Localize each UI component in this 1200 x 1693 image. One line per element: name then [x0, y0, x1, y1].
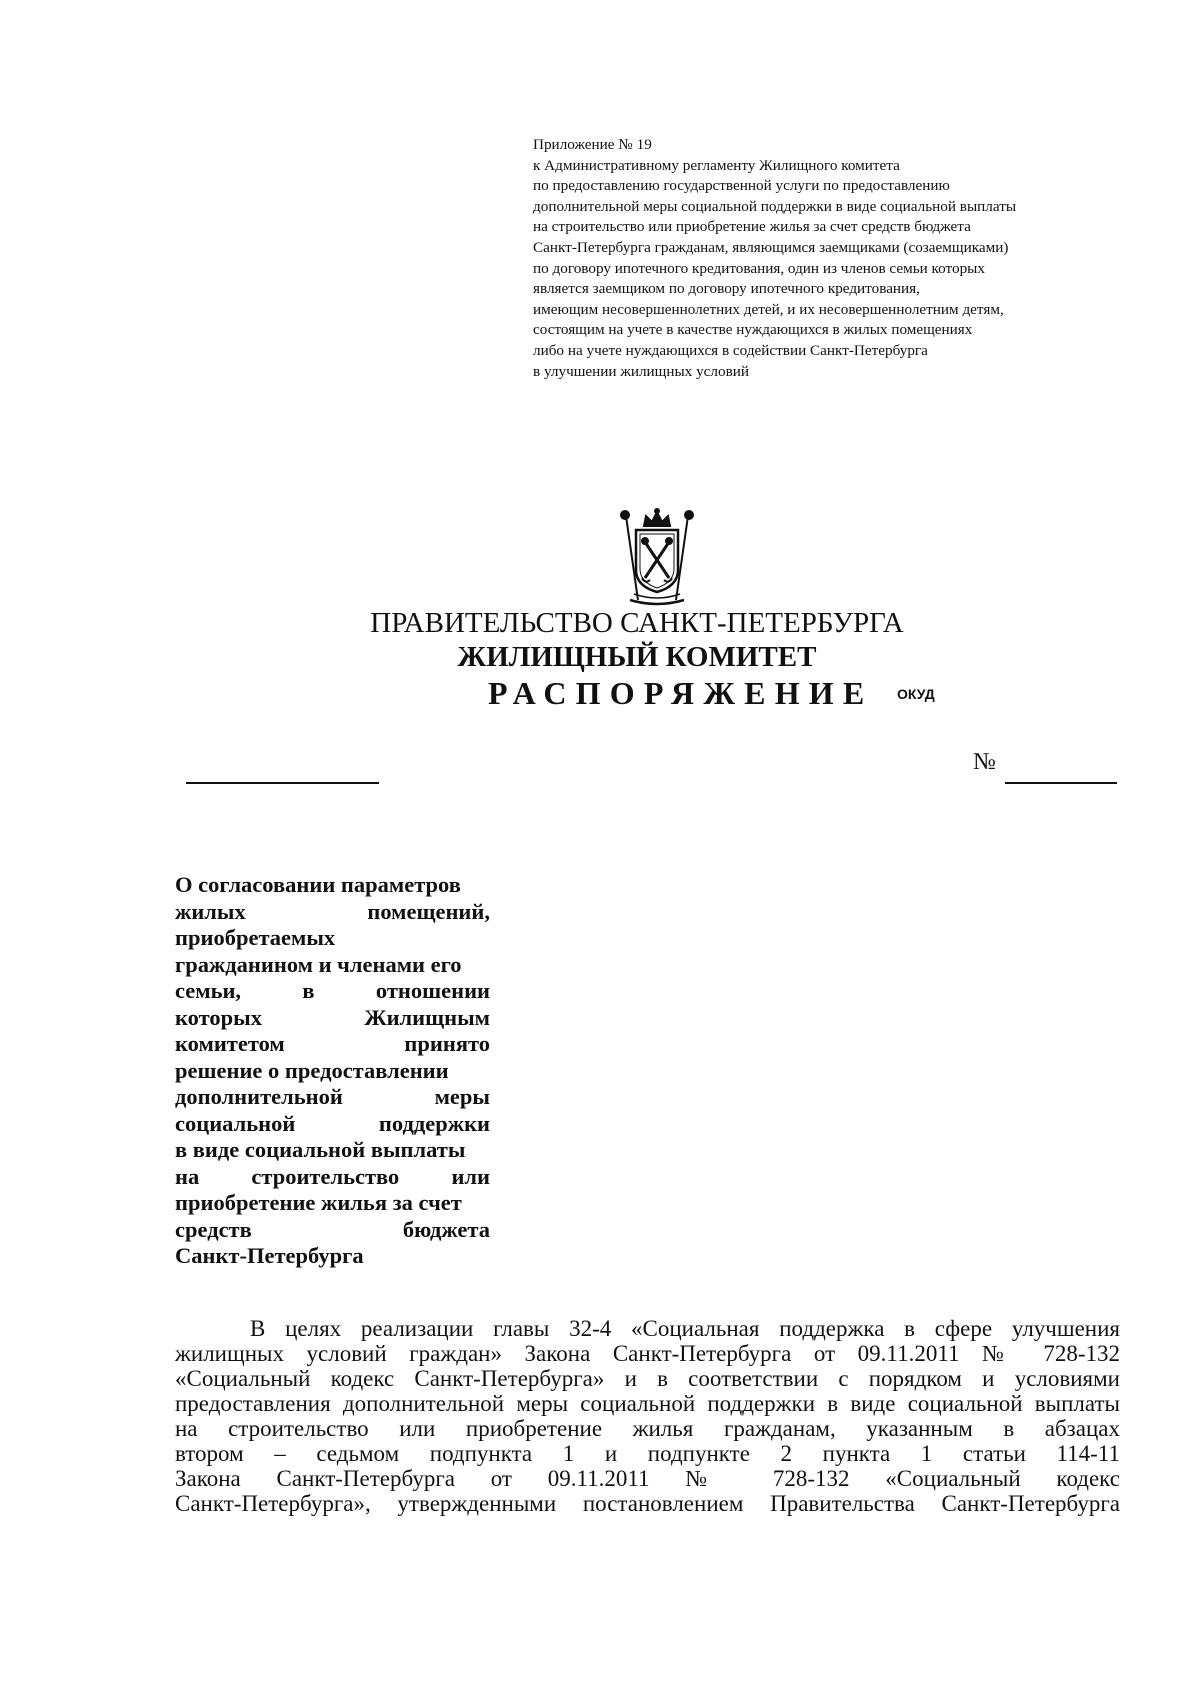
body-line: В целях реализации главы 32-4 «Социальная поддержка в сфере улучшения — [250, 1316, 1120, 1341]
body-line: втором – седьмом подпункта 1 и подпункте 2 пункта 1 статьи 114-11 — [175, 1441, 1120, 1466]
body-line: на строительство или приобретение жилья гражданам, указанным в абзацах — [175, 1416, 1120, 1441]
subject-line: в виде социальной выплаты — [175, 1137, 466, 1162]
appendix-line: является заемщиком по договору ипотечного кредитования, — [533, 280, 920, 298]
appendix-line: в улучшении жилищных условий — [533, 362, 749, 380]
appendix-reference — [533, 135, 1153, 382]
appendix-line: на строительство или приобретение жилья за счет средств бюджета — [533, 218, 971, 236]
subject-line: приобретение жилья за счет — [175, 1190, 462, 1215]
subject-line: О согласовании параметров — [175, 872, 461, 897]
subject-line: гражданином и членами его — [175, 951, 462, 977]
appendix-line: Приложение № 19 — [533, 136, 652, 153]
appendix-line: дополнительной меры социальной поддержки в виде социальной выплаты — [533, 197, 1017, 215]
number-field-line — [1005, 782, 1117, 784]
government-name: ПРАВИТЕЛЬСТВО САНКТ-ПЕТЕРБУРГА — [370, 607, 904, 639]
subject-line: социальной поддержки — [175, 1110, 490, 1136]
subject-line: жилых помещений, — [175, 898, 490, 924]
subject-line: средств бюджета — [175, 1216, 490, 1242]
appendix-line: либо на учете нуждающихся в содействии Санкт-Петербурга — [533, 341, 928, 359]
committee-name: ЖИЛИЩНЫЙ КОМИТЕТ — [457, 641, 817, 673]
subject-line: Санкт-Петербурга — [175, 1243, 364, 1268]
date-field-line — [186, 782, 379, 784]
subject-line: решение о предоставлении — [175, 1057, 449, 1083]
subject-line: комитетом принято — [175, 1031, 490, 1056]
appendix-line: к Административному регламенту Жилищного комитета — [533, 156, 900, 174]
document-type: РАСПОРЯЖЕНИЕ — [488, 675, 874, 711]
appendix-line: Санкт-Петербурга гражданам, являющимся заемщиками (созаемщиками) — [533, 238, 1009, 256]
body-line: предоставления дополнительной меры социальной поддержки в виде социальной выплаты — [175, 1391, 1120, 1416]
number-sign: № — [973, 749, 996, 775]
saint-petersburg-coat-of-arms-icon — [612, 508, 702, 608]
subject-line: дополнительной меры — [175, 1084, 490, 1109]
subject-line: на строительство или — [175, 1163, 490, 1189]
subject-line: которых Жилищным — [175, 1004, 490, 1030]
body-line: «Социальный кодекс Санкт-Петербурга» и в соответствии с порядком и условиями — [175, 1366, 1120, 1391]
body-line: Закона Санкт-Петербурга от 09.11.2011 № 728-132 «Социальный кодекс — [175, 1466, 1120, 1491]
appendix-line: по договору ипотечного кредитования, один из членов семьи которых — [533, 259, 985, 277]
okud-label: ОКУД — [897, 686, 935, 702]
appendix-line: состоящим на учете в качестве нуждающихся в жилых помещениях — [533, 321, 973, 339]
subject-heading — [175, 872, 490, 1270]
appendix-line: по предоставлению государственной услуги по предоставлению — [533, 177, 950, 195]
subject-line: семьи, в отношении — [175, 978, 490, 1003]
subject-line: приобретаемых — [175, 925, 336, 950]
body-line: Санкт-Петербурга», утвержденными постановлением Правительства Санкт-Петербурга — [175, 1491, 1120, 1516]
body-line: жилищных условий граждан» Закона Санкт-Петербурга от 09.11.2011 № 728-132 — [175, 1341, 1120, 1366]
appendix-line: имеющим несовершеннолетних детей, и их несовершеннолетним детям, — [533, 300, 1004, 318]
body-paragraph — [175, 1316, 1120, 1516]
